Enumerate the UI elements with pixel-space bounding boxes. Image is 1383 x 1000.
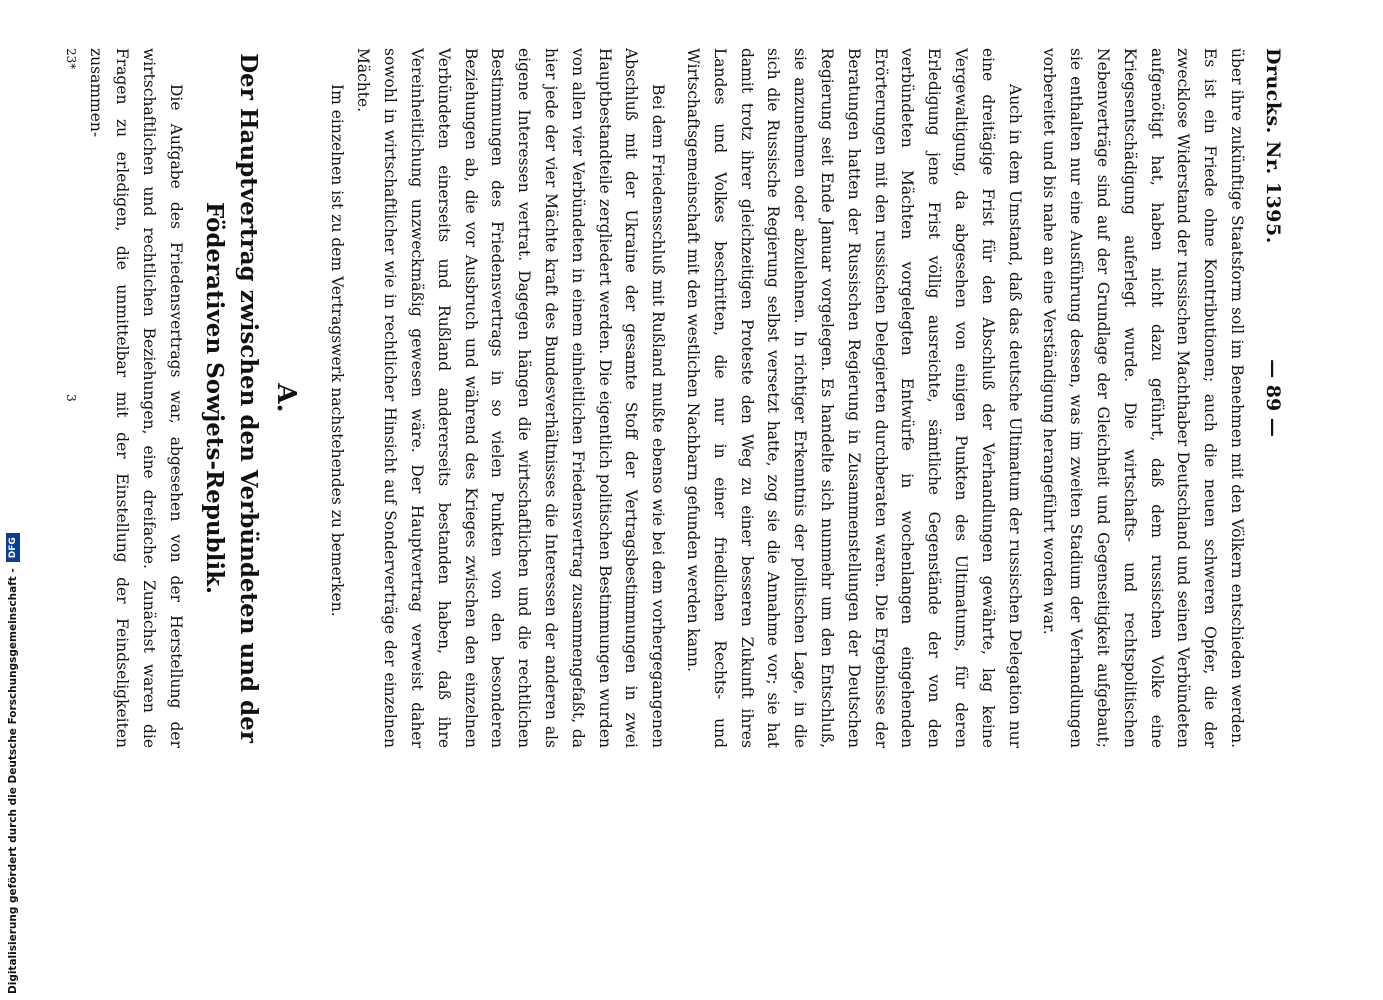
signature-mark: 23* — [63, 48, 78, 70]
page-footer — [56, 48, 78, 748]
page-number: — 89 — — [1262, 359, 1284, 437]
digitization-sidebar — [6, 533, 20, 994]
document-reference: Drucks. Nr. 1395. — [1262, 48, 1284, 244]
section-heading-line-1: Der Hauptvertrag zwischen den Verbündeten und der — [234, 53, 262, 743]
digitization-credit: Digitalisierung gefördert durch die Deutsche Forschungsgemeinschaft - — [7, 568, 19, 994]
section-heading-line-2: Föderativen Sowjets-Republik. — [200, 201, 228, 595]
paragraph-3: Bei dem Friedensschluß mit Rußland mußte ebenso wie bei dem vorhergegangenen Abschluß mit der Ukraine der gesamte Stoff der Vertragsbestimmungen in zwei Hauptbestandteile zergliedert werden. Die eigentlich politischen Bestimmungen wurden von allen vier Verbündeten in einem einheitlichen Friedensvertrag zusammengefaßt, da hier jede der vier Mächte kraft des Bundesverhältnisses die Interessen der anderen als eigene Interessen vertrat. Dagegen hängen die wirtschaftlichen und die rechtlichen Bestimmungen des Friedensvertrags in so vielen Punkten von den besonderen Beziehungen ab, die vor Ausbruch und während des Krieges zwischen den einzelnen Verbündeten einerseits und Rußland andererseits bestanden haben, daß ihre Vereinheitlichung unzweckmäßig gewesen wäre. Der Hauptvertrag verweist daher sowohl in wirtschaftlicher wie in rechtlicher Hinsicht auf Sonderverträge der einzelnen Mächte. — [354, 48, 668, 748]
rotated-page — [63, 48, 1290, 748]
paragraph-1: über ihre zukünftige Staatsform soll im Benehmen mit den Völkern entschieden werden. Es ist ein Friede ohne Kontributionen; auch die neuen schweren Opfer, die der zwecklose Widerstand der russischen Machthaber Deutschland und seinen Verbündeten aufgenötigt hat, haben nicht dazu geführt, daß dem russischen Volke eine Kriegsentschädigung auferlegt wurde. Die wirtschafts- und rechtspolitischen Nebenverträge sind auf der Grundlage der Gleichheit und Gegenseitigkeit aufgebaut; sie enthalten nur eine Ausführung dessen, was im zweiten Stadium der Verhandlungen vorbereitet und bis nahe an eine Verständigung herangeführt worden war. — [1040, 48, 1246, 748]
section-heading — [197, 48, 265, 748]
closing-paragraph: Die Aufgabe des Friedensvertrags war, abgesehen von der Herstellung der wirtschaftlichen und rechtlichen Beziehungen, eine dreifache. Zunächst waren die Fragen zu erledigen, die unmittelbar mit der Einstellung der Feindseligkeiten zusammen- — [86, 48, 185, 748]
page-header — [1250, 48, 1290, 748]
section-letter: A. — [270, 383, 301, 413]
dfg-logo: DFG — [6, 533, 20, 562]
paragraph-2: Auch in dem Umstand, daß das deutsche Ultimatum der russischen Delegation nur eine dreitägige Frist für den Abschluß der Verhandlungen gewährte, lag keine Vergewaltigung, da abgesehen von einigen Punkten des Ultimatums, für deren Erledigung jene Frist völlig ausreichte, sämtliche Gegenstände der von den verbündeten Mächten vorgelegten Entwürfe in wochenlangen eingehenden Erörterungen mit den russischen Delegierten durchberaten waren. Die Ergebnisse der Beratungen hatten der Russischen Regierung in Zusammenstellungen der Deutschen Regierung seit Ende Januar vorgelegen. Es handelte sich nunmehr um den Entschluß, sie anzunehmen oder abzulehnen. In richtiger Erkenntnis der politischen Lage, in die sich die Russische Regierung selbst versetzt hatte, zog sie die Annahme vor; sie hat damit trotz ihrer gleichzeitigen Proteste den Weg zu einer besseren Zukunft ihres Landes und Volkes beschritten, die nur in einer friedlichen Rechts- und Wirtschaftsgemeinschaft mit den westlichen Nachbarn gefunden werden kann. — [684, 48, 1024, 748]
paragraph-4: Im einzelnen ist zu dem Vertragswerk nachstehendes zu bemerken. — [327, 84, 346, 617]
signature-number: 3 — [63, 394, 78, 402]
